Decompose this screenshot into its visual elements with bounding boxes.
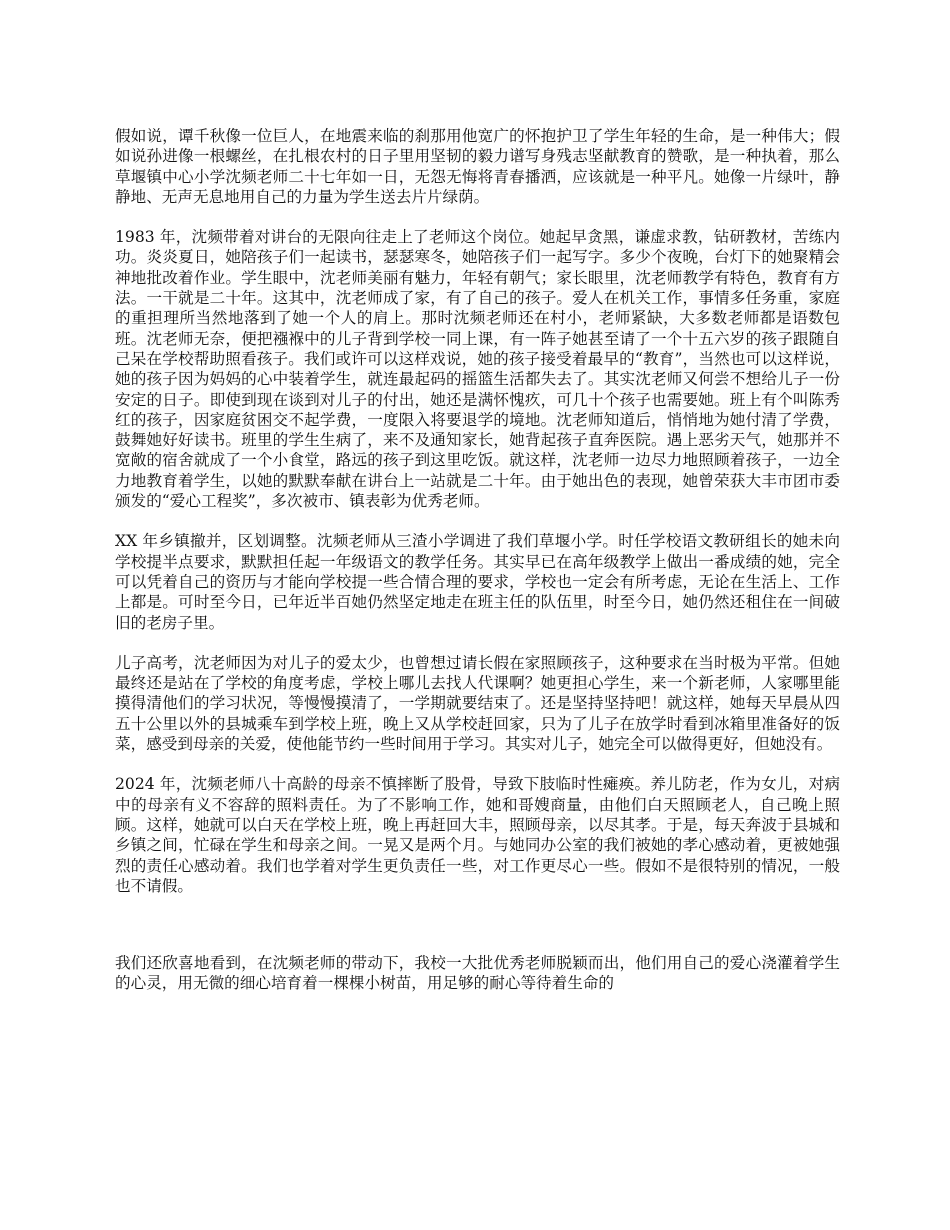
paragraph-2024: 2024 年，沈频老师八十高龄的母亲不慎摔断了股骨，导致下肢临时性瘫痪。养儿防老，作为女儿，对病中的母亲有义不容辞的照料责任。为了不影响工作，她和哥嫂商量，由他们白天照顾老人，自己晚上照顾。这样，她就可以白天在学校上班，晚上再赶回大丰，照顾母亲，以尽其孝。于是，每天奔波于县城和乡镇之间，忙碌在学生和母亲之间。一晃又是两个月。与她同办公室的我们被她的孝心感动着，更被她强烈的责任心感动着。我们也学着对学生更负责任一些，对工作更尽心一些。假如不是很特别的情况，一般也不请假。 (115, 775, 840, 895)
paragraph-influence: 我们还欣喜地看到，在沈频老师的带动下，我校一大批优秀老师脱颖而出，他们用自己的爱心浇灌着学生的心灵，用无微的细心培育着一棵棵小树苗，用足够的耐心等待着生命的 (115, 954, 840, 993)
document-body (115, 126, 840, 1014)
paragraph-1983: 1983 年，沈频带着对讲台的无限向往走上了老师这个岗位。她起早贪黑，谦虚求教，钻研教材，苦练内功。炎炎夏日，她陪孩子们一起读书，瑟瑟寒冬，她陪孩子们一起写字。多少个夜晚，台灯下的她聚精会神地批改着作业。学生眼中，沈老师美丽有魅力，年轻有朝气；家长眼里，沈老师教学有特色，教育有方法。一干就是二十年。这其中，沈老师成了家，有了自己的孩子。爱人在机关工作，事情多任务重，家庭的重担理所当然地落到了她一个人的肩上。那时沈频老师还在村小，老师紧缺，大多数老师都是语数包班。沈老师无奈，便把襁褓中的儿子背到学校一同上课，有一阵子她甚至请了一个十五六岁的孩子跟随自己呆在学校帮助照看孩子。我们或许可以这样戏说，她的孩子接受着最早的“教育”，当然也可以这样说，她的孩子因为妈妈的心中装着学生，就连最起码的摇篮生活都失去了。其实沈老师又何尝不想给儿子一份安定的日子。即使到现在谈到对儿子的付出，她还是满怀愧疚，可几十个孩子也需要她。班上有个叫陈秀红的孩子，因家庭贫困交不起学费，一度限入将要退学的境地。沈老师知道后，悄悄地为她付清了学费，鼓舞她好好读书。班里的学生生病了，来不及通知家长，她背起孩子直奔医院。遇上恶劣天气，她那并不宽敞的宿舍就成了一个小食堂，路远的孩子到这里吃饭。就这样，沈老师一边尽力地照顾着孩子，一边全力地教育着学生，以她的默默奉献在讲台上一站就是二十年。由于她出色的表现，她曾荣获大丰市团市委颁发的“爱心工程奖”，多次被市、镇表彰为优秀老师。 (115, 228, 840, 511)
paragraph-intro: 假如说，谭千秋像一位巨人，在地震来临的刹那用他宽广的怀抱护卫了学生年轻的生命，是一种伟大；假如说孙进像一根螺丝，在扎根农村的日子里用坚韧的毅力谱写身残志坚献教育的赞歌，是一种执着，那么草堰镇中心小学沈频老师二十七年如一日，无怨无悔将青春播洒，应该就是一种平凡。她像一片绿叶，静静地、无声无息地用自己的力量为学生送去片片绿荫。 (115, 127, 840, 206)
paragraph-transfer: XX 年乡镇撤并，区划调整。沈频老师从三渣小学调进了我们草堰小学。时任学校语文教研组长的她未向学校提半点要求，默默担任起一年级语文的教学任务。其实早已在高年级教学上做出一番成绩的她，完全可以凭着自己的资历与才能向学校提一些合情合理的要求，学校也一定会有所考虑，无论在生活上、工作上都是。可时至今日，已年近半百她仍然坚定地走在班主任的队伍里，时至今日，她仍然还租住在一间破旧的老房子里。 (115, 532, 840, 632)
paragraph-son-exam: 儿子高考，沈老师因为对儿子的爱太少，也曾想过请长假在家照顾孩子，这种要求在当时极为平常。但她最终还是站在了学校的角度考虑，学校上哪儿去找人代课啊？她更担心学生，来一个新老师，人家哪里能摸得清他们的学习状况，等慢慢摸清了，一学期就要结束了。还是坚持坚持吧！就这样，她每天早晨从四五十公里以外的县城乘车到学校上班，晚上又从学校赶回家，只为了儿子在放学时看到冰箱里准备好的饭菜，感受到母亲的关爱，使他能节约一些时间用于学习。其实对儿子，她完全可以做得更好，但她没有。 (115, 653, 840, 754)
